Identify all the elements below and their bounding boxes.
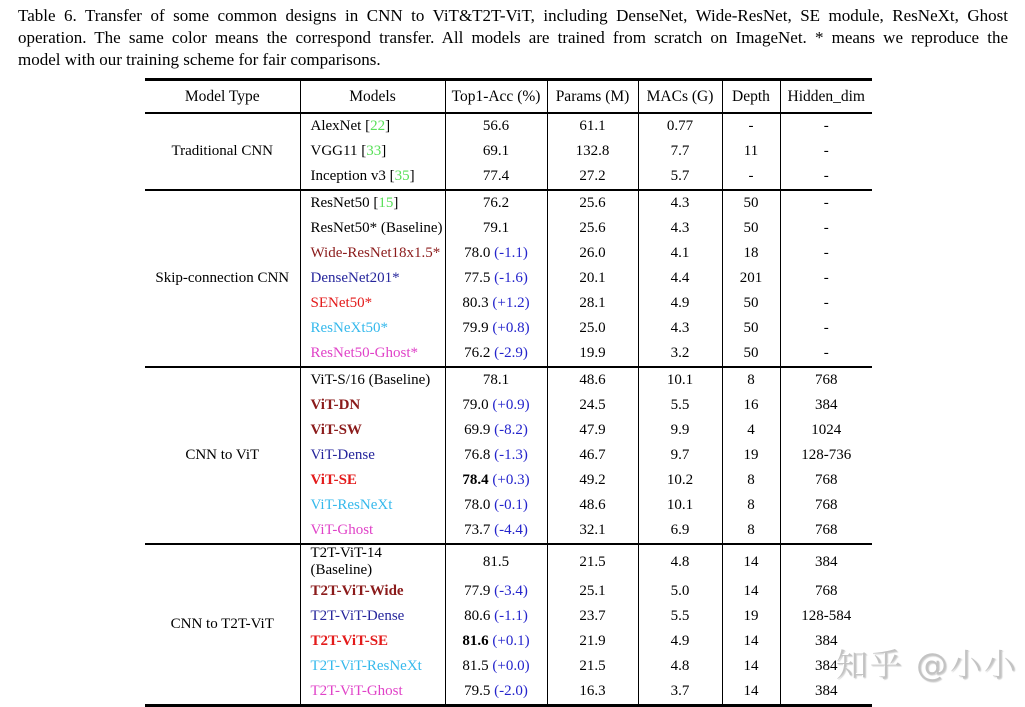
macs-value: 5.5	[638, 604, 722, 629]
top1-acc-cell	[445, 493, 547, 518]
col-header-depth: Depth	[722, 80, 780, 114]
model-name-text: VGG11	[310, 143, 358, 159]
model-name	[300, 341, 445, 367]
params-value: 21.5	[547, 654, 638, 679]
top1-acc-cell	[445, 418, 547, 443]
top1-acc-value: 78.1	[482, 372, 510, 388]
macs-value: 4.1	[638, 241, 722, 266]
section-label: Traditional CNN	[171, 143, 274, 159]
model-name-text: ViT-Dense	[310, 447, 375, 463]
hidden-dim-value: -	[780, 190, 872, 216]
col-header-params: Params (M)	[547, 80, 638, 114]
macs-value: 4.8	[638, 654, 722, 679]
macs-value: 4.9	[638, 629, 722, 654]
macs-value: 3.2	[638, 341, 722, 367]
depth-value: 50	[722, 291, 780, 316]
table-caption	[18, 5, 1008, 71]
model-name	[300, 604, 445, 629]
col-header-model-type: Model Type	[184, 87, 260, 105]
top1-acc-value: 81.5	[462, 658, 489, 674]
acc-delta: (-0.1)	[494, 497, 528, 513]
model-name-text: ViT-SW	[310, 422, 362, 438]
macs-value: 5.0	[638, 579, 722, 604]
hidden-dim-value: 128-584	[780, 604, 872, 629]
params-value: 26.0	[547, 241, 638, 266]
macs-value: 4.3	[638, 190, 722, 216]
macs-value: 9.9	[638, 418, 722, 443]
col-header-macs: MACs (G)	[638, 80, 722, 114]
caption-line-3: model with our training scheme for fair comparisons.	[18, 50, 381, 69]
model-name-text: AlexNet	[310, 118, 362, 134]
top1-acc-value: 69.1	[482, 143, 510, 159]
params-value: 32.1	[547, 518, 638, 544]
depth-value: 8	[722, 493, 780, 518]
depth-value: 14	[722, 579, 780, 604]
depth-value: 14	[722, 629, 780, 654]
depth-value: 50	[722, 190, 780, 216]
top1-acc-cell	[445, 629, 547, 654]
model-name: VGG11 [33]	[300, 139, 445, 164]
top1-acc-value: 69.9	[464, 422, 491, 438]
top1-acc-cell	[445, 468, 547, 493]
macs-value: 4.8	[638, 544, 722, 579]
model-name	[300, 579, 445, 604]
hidden-dim-value: 768	[780, 579, 872, 604]
top1-acc-cell	[445, 604, 547, 629]
zhihu-watermark: 知乎 @小小	[836, 646, 1019, 684]
model-name-text: T2T-ViT-ResNeXt	[310, 658, 422, 674]
macs-value: 10.2	[638, 468, 722, 493]
top1-acc-cell	[445, 393, 547, 418]
depth-value: 4	[722, 418, 780, 443]
params-value: 19.9	[547, 341, 638, 367]
acc-delta: (+0.9)	[492, 397, 530, 413]
model-name	[300, 216, 445, 241]
model-name-text: T2T-ViT-SE	[310, 633, 389, 649]
depth-value: 14	[722, 544, 780, 579]
table-header	[145, 80, 872, 114]
top1-acc-cell	[445, 544, 547, 579]
depth-value: 8	[722, 518, 780, 544]
top1-acc-cell	[445, 164, 547, 190]
section-label: CNN to T2T-ViT	[170, 616, 274, 632]
model-name	[300, 266, 445, 291]
top1-acc-cell	[445, 316, 547, 341]
acc-delta: (-2.9)	[494, 345, 528, 361]
citation-number: 22	[370, 118, 386, 134]
model-name-text: ResNet50* (Baseline)	[310, 220, 443, 236]
params-value: 46.7	[547, 443, 638, 468]
acc-delta: (+0.3)	[492, 472, 530, 488]
top1-acc-cell	[445, 654, 547, 679]
model-name	[300, 291, 445, 316]
model-name-text: ViT-DN	[310, 397, 361, 413]
results-table	[145, 78, 872, 707]
params-value: 49.2	[547, 468, 638, 493]
params-value: 25.1	[547, 579, 638, 604]
hidden-dim-value: 768	[780, 493, 872, 518]
acc-delta: (+0.8)	[492, 320, 530, 336]
hidden-dim-value: 768	[780, 518, 872, 544]
macs-value: 6.9	[638, 518, 722, 544]
model-name	[300, 367, 445, 393]
params-value: 27.2	[547, 164, 638, 190]
params-value: 25.6	[547, 216, 638, 241]
hidden-dim-value: -	[780, 164, 872, 190]
hidden-dim-value: 768	[780, 468, 872, 493]
top1-acc-cell	[445, 241, 547, 266]
top1-acc-cell	[445, 190, 547, 216]
top1-acc-value: 56.6	[482, 118, 510, 134]
top1-acc-cell	[445, 367, 547, 393]
hidden-dim-value: -	[780, 216, 872, 241]
depth-value: -	[722, 113, 780, 139]
hidden-dim-value: -	[780, 316, 872, 341]
top1-acc-value: 78.4	[462, 472, 489, 488]
depth-value: 201	[722, 266, 780, 291]
top1-acc-cell	[445, 341, 547, 367]
model-name	[300, 241, 445, 266]
hidden-dim-value: -	[780, 291, 872, 316]
top1-acc-value: 76.8	[464, 447, 491, 463]
macs-value: 3.7	[638, 679, 722, 706]
depth-value: 18	[722, 241, 780, 266]
acc-delta: (+1.2)	[492, 295, 530, 311]
acc-delta: (-8.2)	[494, 422, 528, 438]
model-name	[300, 493, 445, 518]
section-label: CNN to ViT	[185, 447, 260, 463]
acc-delta: (-1.6)	[494, 270, 528, 286]
table-row	[145, 367, 872, 393]
col-header-top1-acc: Top1-Acc (%)	[445, 80, 547, 114]
top1-acc-value: 77.5	[464, 270, 491, 286]
citation-number: 33	[366, 143, 382, 159]
top1-acc-cell	[445, 579, 547, 604]
model-name-text: ViT-ResNeXt	[310, 497, 393, 513]
hidden-dim-value: 128-736	[780, 443, 872, 468]
params-value: 21.9	[547, 629, 638, 654]
params-value: 47.9	[547, 418, 638, 443]
params-value: 21.5	[547, 544, 638, 579]
params-value: 25.0	[547, 316, 638, 341]
hidden-dim-value: 384	[780, 679, 872, 706]
params-value: 24.5	[547, 393, 638, 418]
model-name	[300, 393, 445, 418]
params-value: 23.7	[547, 604, 638, 629]
model-name-text: T2T-ViT-Ghost	[310, 683, 403, 699]
hidden-dim-value: -	[780, 341, 872, 367]
top1-acc-value: 80.3	[462, 295, 489, 311]
model-name	[300, 443, 445, 468]
top1-acc-value: 76.2	[482, 195, 510, 211]
model-name	[300, 654, 445, 679]
model-name-text: ResNet50	[310, 195, 370, 211]
depth-value: 14	[722, 654, 780, 679]
acc-delta: (-4.4)	[494, 522, 528, 538]
depth-value: 50	[722, 341, 780, 367]
depth-value: 8	[722, 367, 780, 393]
model-name	[300, 629, 445, 654]
top1-acc-cell	[445, 291, 547, 316]
top1-acc-value: 79.1	[482, 220, 510, 236]
table-row	[145, 544, 872, 579]
caption-line-2: operation. The same color means the correspond transfer. All models are trained from scratch on ImageNet. * means we reproduce the	[18, 28, 1008, 47]
model-name-text: Wide-ResNet18x1.5*	[310, 245, 441, 261]
model-name: ResNet50 [15]	[300, 190, 445, 216]
top1-acc-cell	[445, 113, 547, 139]
top1-acc-value: 77.4	[482, 168, 510, 184]
model-name-text: ViT-SE	[310, 472, 357, 488]
citation-number: 35	[394, 168, 410, 184]
params-value: 20.1	[547, 266, 638, 291]
depth-value: 19	[722, 443, 780, 468]
col-header-hidden-dim: Hidden_dim	[780, 80, 872, 114]
macs-value: 4.9	[638, 291, 722, 316]
model-name	[300, 544, 445, 579]
caption-line-1: Table 6. Transfer of some common designs in CNN to ViT&T2T-ViT, including DenseNet, Wide-ResNet, SE module, ResNeXt, Ghost	[18, 6, 1008, 25]
hidden-dim-value: -	[780, 241, 872, 266]
model-name-text: T2T-ViT-Dense	[310, 608, 405, 624]
top1-acc-value: 78.0	[464, 497, 491, 513]
macs-value: 7.7	[638, 139, 722, 164]
hidden-dim-value: -	[780, 113, 872, 139]
depth-value: 11	[722, 139, 780, 164]
acc-delta: (+0.0)	[492, 658, 530, 674]
top1-acc-cell	[445, 518, 547, 544]
col-header-models: Models	[300, 80, 445, 114]
macs-value: 10.1	[638, 493, 722, 518]
macs-value: 4.3	[638, 316, 722, 341]
top1-acc-value: 79.0	[462, 397, 489, 413]
section-label: Skip-connection CNN	[155, 270, 290, 286]
table-section	[145, 544, 872, 706]
acc-delta: (-1.1)	[494, 608, 528, 624]
params-value: 61.1	[547, 113, 638, 139]
top1-acc-value: 80.6	[464, 608, 491, 624]
macs-value: 9.7	[638, 443, 722, 468]
top1-acc-value: 79.5	[464, 683, 491, 699]
depth-value: 14	[722, 679, 780, 706]
table-section	[145, 367, 872, 544]
model-name	[300, 468, 445, 493]
params-value: 132.8	[547, 139, 638, 164]
hidden-dim-value: 768	[780, 367, 872, 393]
hidden-dim-value: 384	[780, 629, 872, 654]
hidden-dim-value: 384	[780, 544, 872, 579]
model-name-text: DenseNet201*	[310, 270, 400, 286]
model-name-text: SENet50*	[310, 295, 373, 311]
macs-value: 4.4	[638, 266, 722, 291]
macs-value: 4.3	[638, 216, 722, 241]
hidden-dim-value: 384	[780, 393, 872, 418]
model-name	[300, 679, 445, 706]
model-name-text: T2T-ViT-Wide	[310, 583, 404, 599]
table-row	[145, 113, 872, 139]
top1-acc-value: 78.0	[464, 245, 491, 261]
citation-number: 15	[378, 195, 394, 211]
top1-acc-cell	[445, 216, 547, 241]
model-name	[300, 518, 445, 544]
top1-acc-value: 73.7	[464, 522, 491, 538]
depth-value: 16	[722, 393, 780, 418]
top1-acc-cell	[445, 139, 547, 164]
model-name-text: ViT-Ghost	[310, 522, 374, 538]
acc-delta: (-1.3)	[494, 447, 528, 463]
model-name-text: Inception v3	[310, 168, 386, 184]
top1-acc-cell	[445, 443, 547, 468]
hidden-dim-value: -	[780, 266, 872, 291]
acc-delta: (-1.1)	[494, 245, 528, 261]
acc-delta: (-3.4)	[494, 583, 528, 599]
model-name-text: T2T-ViT-14 (Baseline)	[310, 545, 382, 578]
macs-value: 5.7	[638, 164, 722, 190]
params-value: 48.6	[547, 367, 638, 393]
top1-acc-value: 79.9	[462, 320, 489, 336]
top1-acc-value: 81.5	[482, 553, 510, 570]
model-name: AlexNet [22]	[300, 113, 445, 139]
table-section	[145, 113, 872, 190]
model-name-text: ViT-S/16 (Baseline)	[310, 372, 431, 388]
acc-delta: (-2.0)	[494, 683, 528, 699]
hidden-dim-value: 1024	[780, 418, 872, 443]
params-value: 25.6	[547, 190, 638, 216]
macs-value: 10.1	[638, 367, 722, 393]
table-row	[145, 190, 872, 216]
top1-acc-value: 81.6	[462, 633, 489, 649]
table-section	[145, 190, 872, 367]
macs-value: 5.5	[638, 393, 722, 418]
params-value: 28.1	[547, 291, 638, 316]
depth-value: 50	[722, 316, 780, 341]
model-name: Inception v3 [35]	[300, 164, 445, 190]
params-value: 16.3	[547, 679, 638, 706]
hidden-dim-value: -	[780, 139, 872, 164]
top1-acc-cell	[445, 266, 547, 291]
hidden-dim-value: 384	[780, 654, 872, 679]
macs-value: 0.77	[638, 113, 722, 139]
acc-delta: (+0.1)	[492, 633, 530, 649]
top1-acc-value: 76.2	[464, 345, 491, 361]
depth-value: 50	[722, 216, 780, 241]
depth-value: -	[722, 164, 780, 190]
top1-acc-cell	[445, 679, 547, 706]
top1-acc-value: 77.9	[464, 583, 491, 599]
model-name-text: ResNeXt50*	[310, 320, 388, 336]
depth-value: 19	[722, 604, 780, 629]
model-name-text: ResNet50-Ghost*	[310, 345, 418, 361]
model-name	[300, 418, 445, 443]
model-name	[300, 316, 445, 341]
depth-value: 8	[722, 468, 780, 493]
params-value: 48.6	[547, 493, 638, 518]
